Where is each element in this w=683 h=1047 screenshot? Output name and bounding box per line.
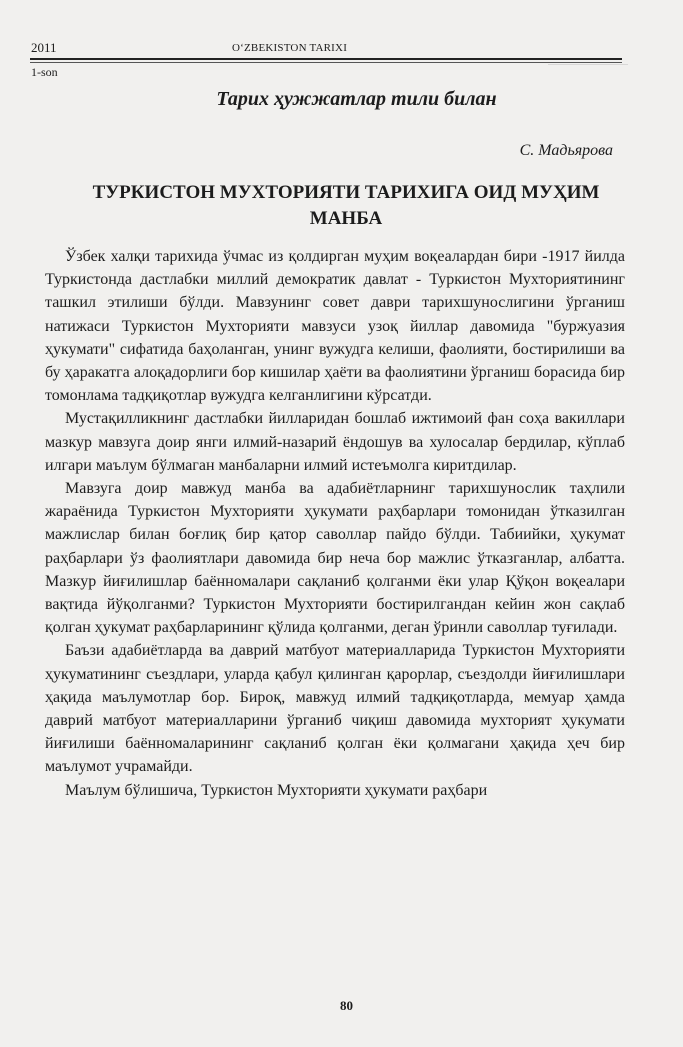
header-rule-thin	[30, 62, 622, 63]
header-rule	[30, 58, 622, 60]
article-body	[45, 245, 625, 802]
bleed-through-shadow	[548, 36, 628, 65]
header-journal-title: O‘ZBEKISTON TARIXI	[232, 42, 348, 54]
paragraph: Маълум бўлишича, Туркистон Мухторияти ҳукумати раҳбари	[65, 781, 488, 799]
paragraph: Баъзи адабиётларда ва даврий матбуот материалларида Туркистон Мухторияти ҳукуматининг съездлари, уларда қабул қилинган қарорлар, съездолди йиғилишлари ҳақида маълумотлар бор. Бироқ, мавжуд илмий тадқиқотларда, мемуар ҳамда даврий матбуот материалларини ўрганиб чиқиш давомида мухторият ҳукумати йиғилиши баённомаларининг сақланиб қолган ёки қолмагани ҳақида ҳеч бир маълумот учрамайди.	[45, 642, 625, 776]
paragraph: Ўзбек халқи тарихида ўчмас из қолдирган муҳим воқеалардан бири -1917 йилда Туркистонда дастлабки миллий демократик давлат - Туркистон Мухториятининг ташкил этилиши бўлди. Мавзунинг совет даври тарихшунослигини ўрганиш натижаси Туркистон Мухторияти мавзуси узоқ йиллар давомида "буржуазия ҳукумати" сифатида баҳоланган, унинг вужудга келиши, фаолияти, бостирилиши ва бу ҳаракатга алоқадорлиги бор кишилар ҳаёти ва фаолиятини ўрганиш борасида бир томонлама тадқиқотлар вужудга келганлигини кўрсатди.	[45, 248, 625, 405]
paragraph: Мустақилликнинг дастлабки йилларидан бошлаб ижтимоий фан соҳа вакиллари мазкур мавзуга доир янги илмий-назарий ёндошув ва хулосалар бердилар, кўплаб илгари маълум бўлмаган манбаларни илмий истеъмолга киритдилар.	[45, 410, 625, 474]
header-issue: 1-son	[31, 65, 58, 79]
paragraph: Мавзуга доир мавжуд манба ва адабиётларнинг тарихшунослик таҳлили жараёнида Туркистон Мухторияти ҳукумати раҳбарлари томонидан ўтказилган мажлислар билан боғлиқ бир қатор саволлар пайдо бўлди. Табиийки, ҳукумат раҳбарлари ўз фаолиятлари давомида бир неча бор мажлис ўтказганлар, албатта. Мазкур йиғилишлар баённомалари сақланиб қолганми ёки улар Қўқон воқеалари вақтида йўқолганми? Туркистон Мухторияти бостирилгандан кейин жон сақлаб қолган ҳукумат раҳбарларининг қўлида қолганми, деган ўринли саволлар туғилади.	[45, 480, 625, 637]
section-rubric: Тарих ҳужжатлар тили билан	[216, 88, 497, 110]
page-number: 80	[340, 998, 353, 1013]
header-year: 2011	[31, 40, 57, 55]
article-author: С. Мадьярова	[519, 142, 613, 159]
article-title: ТУРКИСТОН МУХТОРИЯТИ ТАРИХИГА ОИД МУҲИМ МАНБА	[92, 182, 600, 229]
